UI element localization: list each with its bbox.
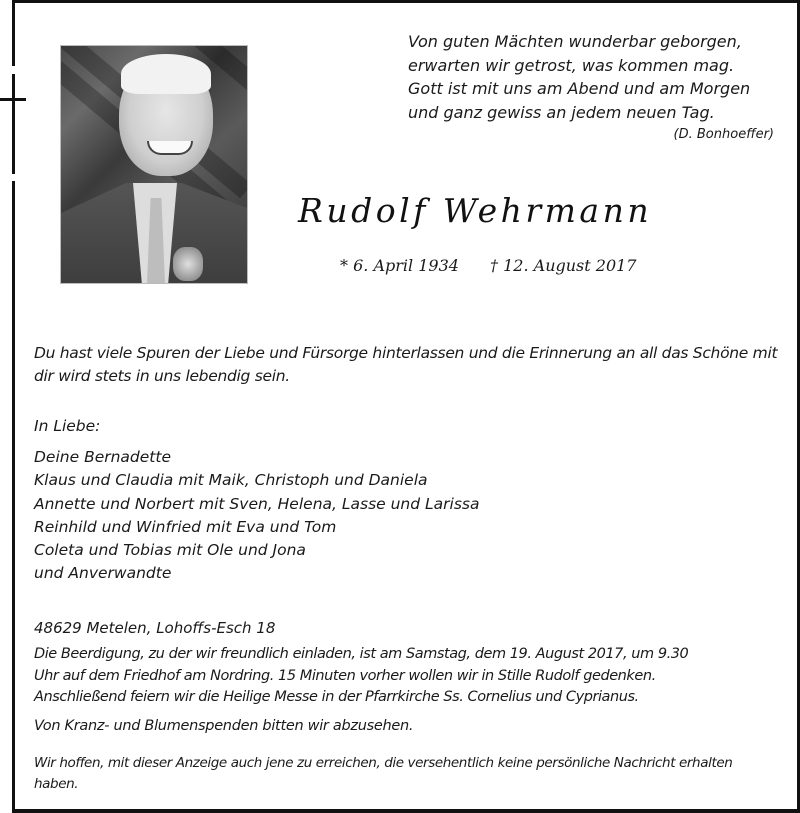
in-love-label: In Liebe:	[34, 417, 101, 435]
border-left-upper	[12, 0, 15, 66]
closing-note: Wir hoffen, mit dieser Anzeige auch jene zu erreichen, die versehentlich keine persönliche Nachricht erhalten haben.	[34, 755, 733, 792]
mourner-entry: und Anverwandte	[34, 564, 172, 583]
poem-author: (D. Bonhoeffer)	[673, 127, 774, 142]
poem-line: und ganz gewiss an jedem neuen Tag.	[408, 102, 715, 122]
cross-icon	[0, 98, 26, 101]
cross-icon-vertical	[12, 74, 15, 174]
funeral-details	[34, 644, 779, 709]
boutonniere	[173, 247, 203, 281]
poem-line: Gott ist mit uns am Abend und am Morgen	[408, 79, 751, 98]
mourner-entry: Reinhild und Winfried mit Eva und Tom	[34, 517, 337, 536]
poem-line: erwarten wir getrost, was kommen mag.	[408, 55, 735, 75]
family-address: 48629 Metelen, Lohoffs-Esch 18	[34, 619, 276, 637]
birth-date: * 6. April 1934	[340, 256, 459, 275]
border-top	[12, 0, 800, 3]
mourner-entry: Annette und Norbert mit Sven, Helena, Lasse und Larissa	[34, 494, 480, 513]
flowers-note: Von Kranz- und Blumenspenden bitten wir abzusehen.	[34, 718, 414, 734]
mourners-list	[34, 446, 779, 586]
tribute-text: Du hast viele Spuren der Liebe und Fürsorge hinterlassen und die Erinnerung an all das Schöne mit dir wird stets in uns lebendig sein.	[34, 344, 778, 385]
mourner-entry: Klaus und Claudia mit Maik, Christoph und Daniela	[34, 471, 428, 490]
poem-line: Von guten Mächten wunderbar geborgen,	[408, 32, 742, 51]
border-left-lower	[12, 181, 15, 813]
mourner-entry: Deine Bernadette	[34, 448, 171, 466]
funeral-line: Die Beerdigung, zu der wir freundlich einladen, ist am Samstag, dem 19. August 2017, um 9.30	[34, 646, 689, 662]
funeral-line: Uhr auf dem Friedhof am Nordring. 15 Minuten vorher wollen wir in Stille Rudolf gedenken.	[34, 667, 656, 684]
border-bottom	[12, 809, 800, 813]
funeral-line: Anschließend feiern wir die Heilige Messe in der Pfarrkirche Ss. Cornelius und Cyprianus.	[34, 689, 639, 705]
portrait-photo	[60, 45, 248, 284]
deceased-name: Rudolf Wehrmann	[298, 191, 653, 230]
life-dates	[340, 256, 636, 275]
mourner-entry: Coleta und Tobias mit Ole und Jona	[34, 541, 306, 560]
poem-quote	[408, 30, 778, 145]
death-date: † 12. August 2017	[490, 256, 637, 275]
